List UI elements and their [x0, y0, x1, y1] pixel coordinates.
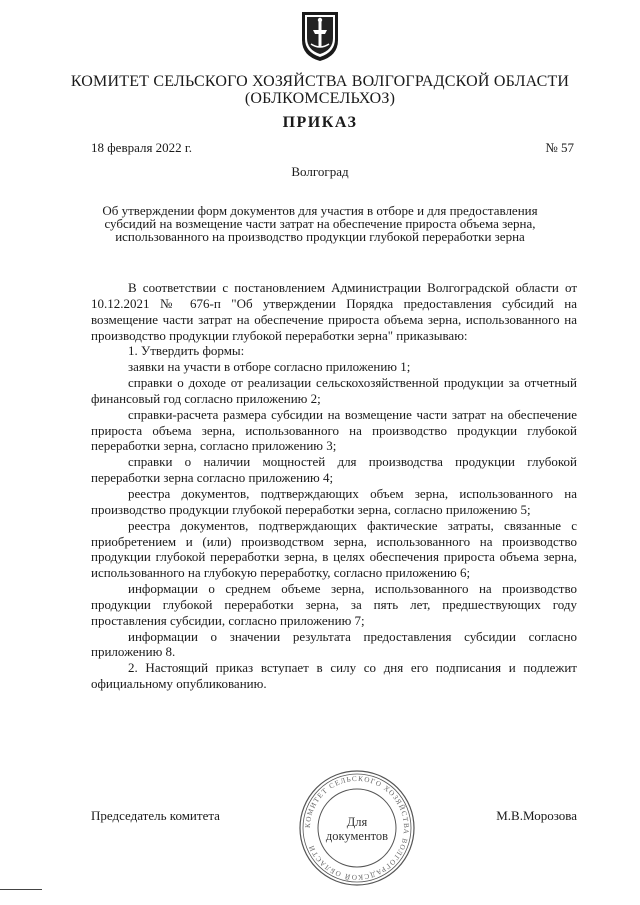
- order-city: Волгоград: [291, 164, 349, 179]
- document-type-title: ПРИКАЗ: [282, 114, 358, 131]
- form-item-1: заявки на участи в отборе согласно приложению 1;: [128, 359, 411, 375]
- stamp-line-2: документов: [325, 829, 389, 843]
- organization-short-name: (ОБЛКОМСЕЛЬХОЗ): [244, 90, 396, 107]
- form-item-5: реестра документов, подтверждающих объем зерна, использованного на производство продукции глубокой переработки зерна, согласно приложению 5;: [91, 485, 577, 517]
- stamp-center-text: [298, 815, 416, 843]
- footer-divider: [0, 889, 42, 890]
- order-number: № 57: [545, 140, 574, 155]
- order-body: [91, 280, 577, 692]
- signer-name: М.В.Морозова: [496, 808, 577, 823]
- order-date: 18 февраля 2022 г.: [91, 140, 193, 155]
- organization-name: КОМИТЕТ СЕЛЬСКОГО ХОЗЯЙСТВА ВОЛГОГРАДСКОЙ ОБЛАСТИ: [70, 73, 570, 90]
- form-item-2: справки о доходе от реализации сельскохозяйственной продукции за отчетный финансовый год согласно приложению 2;: [91, 375, 577, 406]
- form-item-8: информации о значении результата предоставления субсидии согласно приложению 8.: [91, 628, 577, 660]
- clause-1: 1. Утвердить формы:: [128, 343, 245, 359]
- form-item-4: справки о наличии мощностей для производства продукции глубокой переработки зерна согласно приложению 4;: [91, 454, 577, 486]
- stamp-ring-text: КОМИТЕТ СЕЛЬСКОГО ХОЗЯЙСТВА ВОЛГОГРАДСКОЙ ОБЛАСТИ: [303, 774, 411, 882]
- signer-role: Председатель комитета: [91, 808, 220, 823]
- order-subject: Об утверждении форм документов для участия в отборе и для предоставления субсидий на возмещение части затрат на обеспечение прироста объема зерна, использованного на производство продукции глубокой переработки зерна: [102, 203, 538, 244]
- form-item-6: реестра документов, подтверждающих фактические затраты, связанные с приобретением и (или) производством зерна, использованного на производство продукции глубокой переработки зерна, в целях обеспечения прироста объема зерна, использованного на глубокую переработку, согласно приложению 6;: [91, 517, 577, 581]
- coat-of-arms-icon: [299, 10, 341, 62]
- preamble-paragraph: В соответствии с постановлением Администрации Волгоградской области от 10.12.2021 № 676-п "Об утверждении Порядка предоставления субсидий на возмещение части затрат на обеспечение прироста объема зерна, использованного на производство продукции глубокой переработки зерна" приказываю:: [91, 280, 577, 343]
- form-item-7: информации о среднем объеме зерна, использованного на производство продукции глубокой переработки зерна, за пять лет, предшествующих году проставления субсидии, согласно приложению 7;: [91, 581, 577, 628]
- clause-2: 2. Настоящий приказ вступает в силу со дня его подписания и подлежит официальному опубликованию.: [91, 660, 577, 692]
- stamp-line-1: Для: [346, 815, 368, 829]
- form-item-3: справки-расчета размера субсидии на возмещение части затрат на обеспечение прироста объема зерна, использованного на производство продукции глубокой переработки зерна, согласно приложению 3;: [91, 406, 577, 454]
